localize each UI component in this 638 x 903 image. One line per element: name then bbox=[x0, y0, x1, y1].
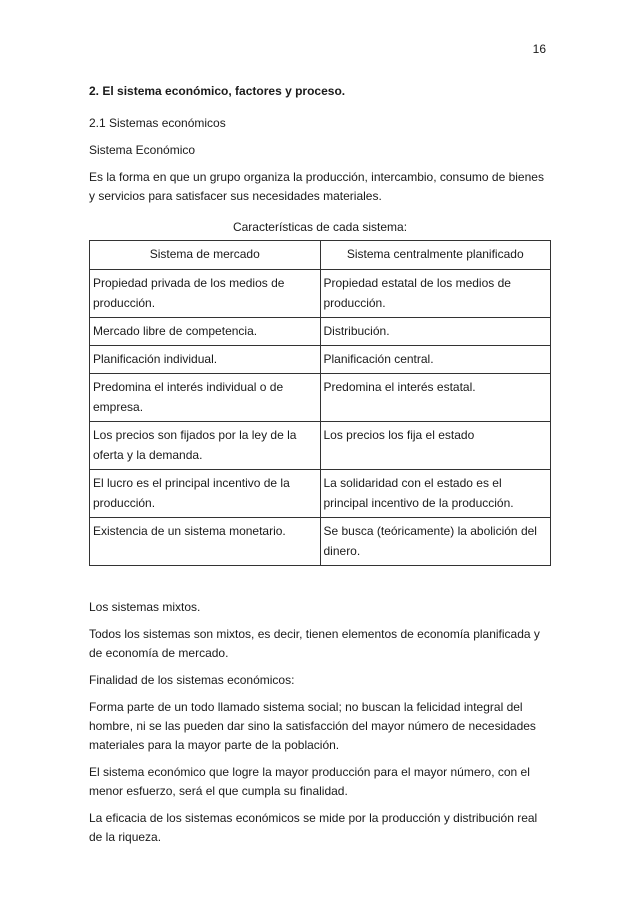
comparison-table bbox=[89, 240, 551, 566]
section-heading: 2. El sistema económico, factores y proceso. bbox=[89, 84, 346, 98]
table-cell: Existencia de un sistema monetario. bbox=[90, 518, 321, 566]
table-cell: Mercado libre de competencia. bbox=[90, 318, 321, 346]
subsection-title: 2.1 Sistemas económicos bbox=[89, 116, 226, 130]
body-paragraph: El sistema económico que logre la mayor producción para el mayor número, con el menor esfuerzo, será el que cumpla su finalidad. bbox=[89, 765, 530, 798]
table-header-row bbox=[90, 241, 551, 270]
table-cell: Los precios los fija el estado bbox=[320, 422, 551, 470]
topic-title: Sistema Económico bbox=[89, 143, 196, 157]
table-row bbox=[90, 470, 551, 518]
page-number: 16 bbox=[532, 42, 546, 56]
table-cell: Los precios son fijados por la ley de la oferta y la demanda. bbox=[90, 422, 321, 470]
header-planned-system: Sistema centralmente planificado bbox=[320, 241, 551, 270]
body-paragraph: Forma parte de un todo llamado sistema social; no buscan la felicidad integral del hombre, ni se las pueden dar sino la satisfacción del mayor número de necesidades materiales para la mayor parte de la población. bbox=[89, 700, 536, 752]
table-cell: Se busca (teóricamente) la abolición del dinero. bbox=[320, 518, 551, 566]
table-row bbox=[90, 270, 551, 318]
table-cell: Distribución. bbox=[320, 318, 551, 346]
table-row bbox=[90, 518, 551, 566]
body-paragraph: Todos los sistemas son mixtos, es decir, tienen elementos de economía planificada y de economía de mercado. bbox=[89, 627, 540, 660]
table-cell: La solidaridad con el estado es el principal incentivo de la producción. bbox=[320, 470, 551, 518]
purpose-title: Finalidad de los sistemas económicos: bbox=[89, 673, 295, 687]
table-cell: Planificación central. bbox=[320, 346, 551, 374]
table-cell: Planificación individual. bbox=[90, 346, 321, 374]
table-row bbox=[90, 318, 551, 346]
definition-paragraph: Es la forma en que un grupo organiza la producción, intercambio, consumo de bienes y servicios para satisfacer sus necesidades materiales. bbox=[89, 170, 544, 203]
header-market-system: Sistema de mercado bbox=[90, 241, 321, 270]
page-content bbox=[89, 82, 551, 855]
table-cell: Predomina el interés individual o de empresa. bbox=[90, 374, 321, 422]
table-cell: Predomina el interés estatal. bbox=[320, 374, 551, 422]
table-cell: Propiedad privada de los medios de producción. bbox=[90, 270, 321, 318]
mixed-systems-title: Los sistemas mixtos. bbox=[89, 600, 201, 614]
body-paragraph: La eficacia de los sistemas económicos se mide por la producción y distribución real de la riqueza. bbox=[89, 811, 538, 844]
table-row bbox=[90, 422, 551, 470]
table-cell: Propiedad estatal de los medios de producción. bbox=[320, 270, 551, 318]
table-row bbox=[90, 346, 551, 374]
table-row bbox=[90, 374, 551, 422]
table-cell: El lucro es el principal incentivo de la producción. bbox=[90, 470, 321, 518]
table-caption: Características de cada sistema: bbox=[232, 220, 408, 234]
